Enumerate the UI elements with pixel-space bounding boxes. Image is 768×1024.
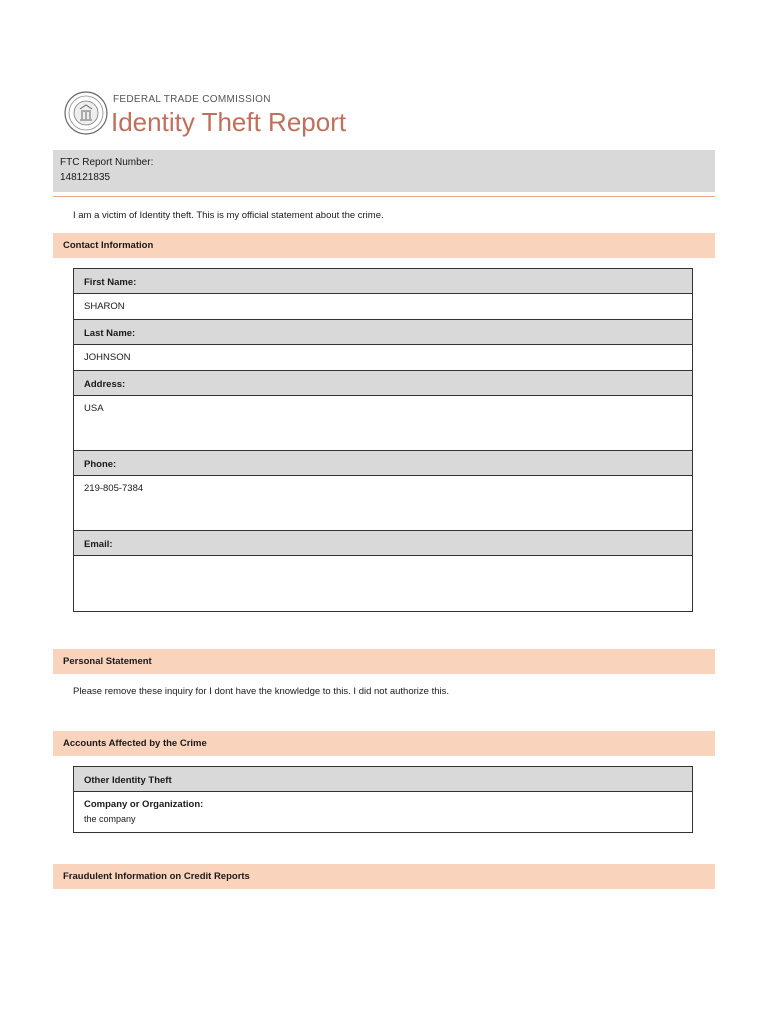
- report-number-label: FTC Report Number:: [60, 157, 154, 168]
- account-type-label: [74, 767, 692, 792]
- section-heading: Contact Information: [63, 240, 154, 251]
- address-value: USA: [84, 403, 104, 414]
- contact-table: [73, 268, 693, 612]
- phone-label-text: Phone:: [84, 459, 117, 470]
- personal-statement-text: Please remove these inquiry for I dont have the knowledge to this. I did not authorize this.: [73, 686, 449, 697]
- section-contact-information: [53, 233, 715, 258]
- ftc-seal-icon: [64, 91, 108, 135]
- last-name-label: [74, 320, 692, 345]
- address-field: [74, 396, 692, 451]
- email-label: [74, 531, 692, 556]
- section-heading: Accounts Affected by the Crime: [63, 738, 207, 749]
- first-name-field: [74, 294, 692, 320]
- accounts-table: [73, 766, 693, 833]
- company-label: Company or Organization:: [84, 799, 204, 810]
- first-name-value: SHARON: [84, 301, 125, 312]
- section-fraudulent-information: [53, 864, 715, 889]
- last-name-value: JOHNSON: [84, 352, 131, 363]
- company-value: the company: [84, 814, 136, 824]
- company-field: [74, 792, 692, 832]
- document-title: Identity Theft Report: [111, 107, 347, 137]
- email-field: [74, 556, 692, 611]
- section-heading: Personal Statement: [63, 656, 152, 667]
- document-header: [64, 91, 704, 139]
- email-label-text: Email:: [84, 539, 113, 550]
- section-heading: Fraudulent Information on Credit Reports: [63, 871, 250, 882]
- report-number-value: 148121835: [60, 172, 111, 183]
- section-personal-statement: [53, 649, 715, 674]
- address-label-text: Address:: [84, 379, 126, 390]
- address-label: [74, 371, 692, 396]
- report-number-box: [53, 150, 715, 192]
- last-name-label-text: Last Name:: [84, 328, 136, 339]
- victim-statement: I am a victim of Identity theft. This is my official statement about the crime.: [73, 210, 384, 221]
- phone-field: [74, 476, 692, 531]
- section-accounts-affected: [53, 731, 715, 756]
- divider: [53, 196, 715, 197]
- first-name-label: [74, 269, 692, 294]
- account-type-text: Other Identity Theft: [84, 775, 172, 786]
- first-name-label-text: First Name:: [84, 277, 137, 288]
- agency-name: FEDERAL TRADE COMMISSION: [113, 94, 271, 105]
- last-name-field: [74, 345, 692, 371]
- phone-label: [74, 451, 692, 476]
- phone-value: 219-805-7384: [84, 483, 144, 494]
